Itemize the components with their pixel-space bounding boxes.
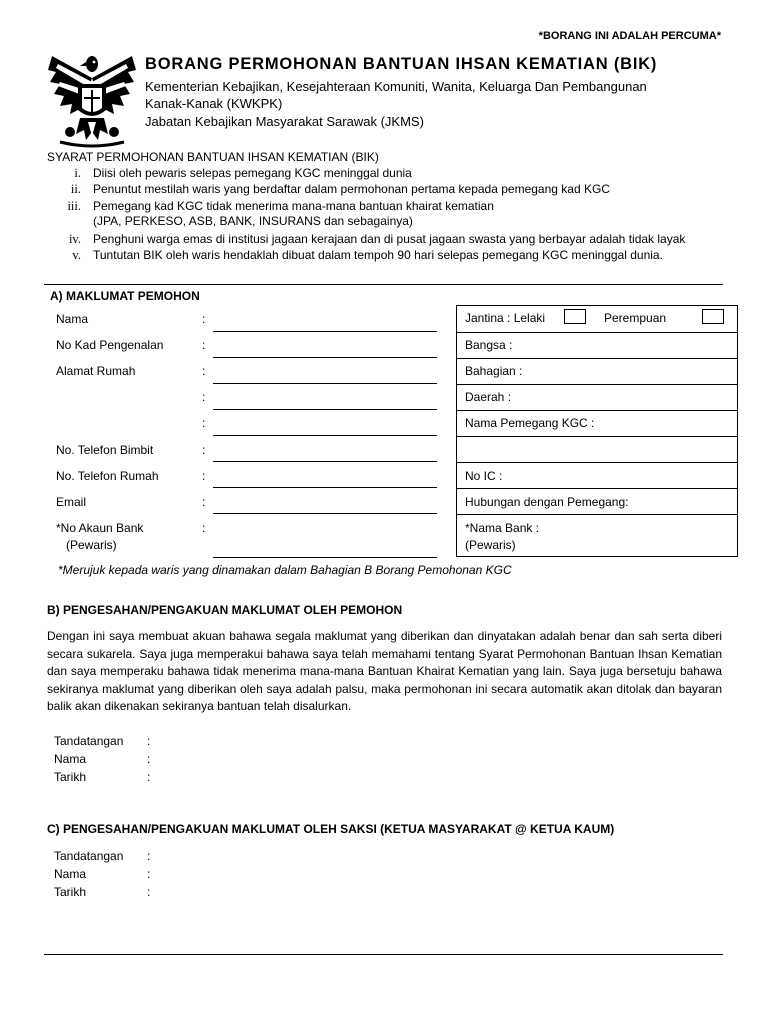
label-tel-rumah: No. Telefon Rumah [56, 469, 159, 483]
label-daerah: Daerah : [465, 390, 512, 404]
email-input-line[interactable] [213, 513, 437, 514]
row-divider [457, 384, 737, 385]
divider [44, 284, 723, 285]
condition-number: ii. [70, 182, 81, 196]
label-ic: No Kad Pengenalan [56, 338, 164, 352]
row-divider [457, 488, 737, 489]
label-nama: Nama [54, 752, 87, 766]
colon: : [202, 390, 206, 404]
alamat-input-line-3[interactable] [213, 435, 437, 436]
label-nama: Nama [56, 312, 89, 326]
label-tarikh: Tarikh [54, 770, 87, 784]
tel-rumah-input-line[interactable] [213, 487, 437, 488]
sarawak-coat-of-arms-logo [46, 48, 138, 148]
label-hubungan: Hubungan dengan Pemegang: [465, 495, 629, 509]
condition-text: Tuntutan BIK oleh waris hendaklah dibuat dalam tempoh 90 hari selepas pemegang KGC meninggal dunia. [93, 248, 663, 262]
label-perempuan: Perempuan [604, 311, 667, 325]
colon: : [202, 338, 206, 352]
conditions-heading: SYARAT PERMOHONAN BANTUAN IHSAN KEMATIAN (BIK) [47, 150, 379, 164]
colon: : [147, 770, 151, 784]
colon: : [147, 867, 151, 881]
colon: : [147, 734, 151, 748]
colon: : [202, 469, 206, 483]
form-title: BORANG PERMOHONAN BANTUAN IHSAN KEMATIAN (BIK) [145, 55, 658, 73]
free-notice: *BORANG INI ADALAH PERCUMA* [538, 30, 721, 42]
label-jantina-lelaki: Jantina : Lelaki [465, 311, 546, 325]
label-tarikh: Tarikh [54, 885, 87, 899]
lelaki-checkbox[interactable] [564, 309, 586, 324]
label-bank-pewaris: (Pewaris) [465, 538, 516, 552]
colon: : [202, 416, 206, 430]
label-tandatangan: Tandatangan [54, 849, 124, 863]
colon: : [202, 312, 206, 326]
condition-number: iii. [67, 199, 81, 213]
label-bahagian: Bahagian : [465, 364, 523, 378]
colon: : [202, 495, 206, 509]
row-divider [457, 332, 737, 333]
footer-divider [44, 954, 723, 955]
colon: : [147, 849, 151, 863]
colon: : [202, 443, 206, 457]
label-nama-pemegang-kgc: Nama Pemegang KGC : [465, 416, 595, 430]
declaration-paragraph: Dengan ini saya membuat akuan bahawa segala maklumat yang diberikan dan dinyatakan adalah benar dan sah serta diberi secara sukarela. Saya juga memperakui bahawa saya telah memahami tentang Syarat Permohonan Bantuan Ihsan Kematian dan saya memperaku bahawa tidak menerima mana-mana Bantuan Khairat Kematian yang lain. Saya juga bersetuju bahawa sekiranya maklumat yang diberikan oleh saya adalah palsu, maka permohonan ini secara automatik akan ditolak dan bayaran balik akan dikenakan sekiranya bantuan telah disalurkan. [47, 629, 722, 714]
section-c-heading: C) PENGESAHAN/PENGAKUAN MAKLUMAT OLEH SAKSI (KETUA MASYARAKAT @ KETUA KAUM) [47, 822, 615, 836]
row-divider [457, 410, 737, 411]
label-tandatangan: Tandatangan [54, 734, 124, 748]
condition-text: Penghuni warga emas di institusi jagaan kerajaan dan di pusat jagaan swasta yang berbayar adalah tidak layak [93, 232, 686, 246]
akaun-bank-input-line[interactable] [213, 557, 437, 558]
heir-reference-note: *Merujuk kepada waris yang dinamakan dalam Bahagian B Borang Pemohonan KGC [58, 563, 512, 577]
department-name: Jabatan Kebajikan Masyarakat Sarawak (JKMS) [145, 114, 424, 129]
label-akaun-pewaris: (Pewaris) [66, 538, 117, 552]
row-divider [457, 462, 737, 463]
colon: : [202, 521, 206, 535]
condition-text: Pemegang kad KGC tidak menerima mana-mana bantuan khairat kematian (JPA, PERKESO, ASB, BANK, INSURANS dan sebagainya) [93, 199, 494, 228]
colon: : [147, 885, 151, 899]
section-a-heading: A) MAKLUMAT PEMOHON [50, 289, 200, 303]
alamat-input-line-1[interactable] [213, 383, 437, 384]
perempuan-checkbox[interactable] [702, 309, 724, 324]
condition-number: i. [74, 166, 81, 180]
row-divider [457, 514, 737, 515]
ministry-line-1: Kementerian Kebajikan, Kesejahteraan Komuniti, Wanita, Keluarga Dan Pembangunan [145, 79, 647, 94]
label-tel-bimbit: No. Telefon Bimbit [56, 443, 154, 457]
colon: : [147, 752, 151, 766]
ministry-line-2: Kanak-Kanak (KWKPK) [145, 96, 283, 111]
condition-text: Diisi oleh pewaris selepas pemegang KGC meninggal dunia [93, 166, 412, 180]
label-alamat: Alamat Rumah [56, 364, 136, 378]
label-nama: Nama [54, 867, 87, 881]
label-bangsa: Bangsa : [465, 338, 513, 352]
row-divider [457, 436, 737, 437]
condition-number: iv. [68, 232, 81, 246]
alamat-input-line-2[interactable] [213, 409, 437, 410]
row-divider [457, 358, 737, 359]
condition-text: Penuntut mestilah waris yang berdaftar dalam permohonan pertama kepada pemegang kad KGC [93, 182, 610, 196]
colon: : [202, 364, 206, 378]
section-b-heading: B) PENGESAHAN/PENGAKUAN MAKLUMAT OLEH PEMOHON [47, 603, 403, 617]
label-nama-bank: *Nama Bank : [465, 521, 540, 535]
label-email: Email [56, 495, 87, 509]
nama-input-line[interactable] [213, 331, 437, 332]
label-akaun-bank: *No Akaun Bank [56, 521, 144, 535]
label-no-ic: No IC : [465, 469, 503, 483]
tel-bimbit-input-line[interactable] [213, 461, 437, 462]
ic-input-line[interactable] [213, 357, 437, 358]
condition-number: v. [72, 248, 81, 262]
